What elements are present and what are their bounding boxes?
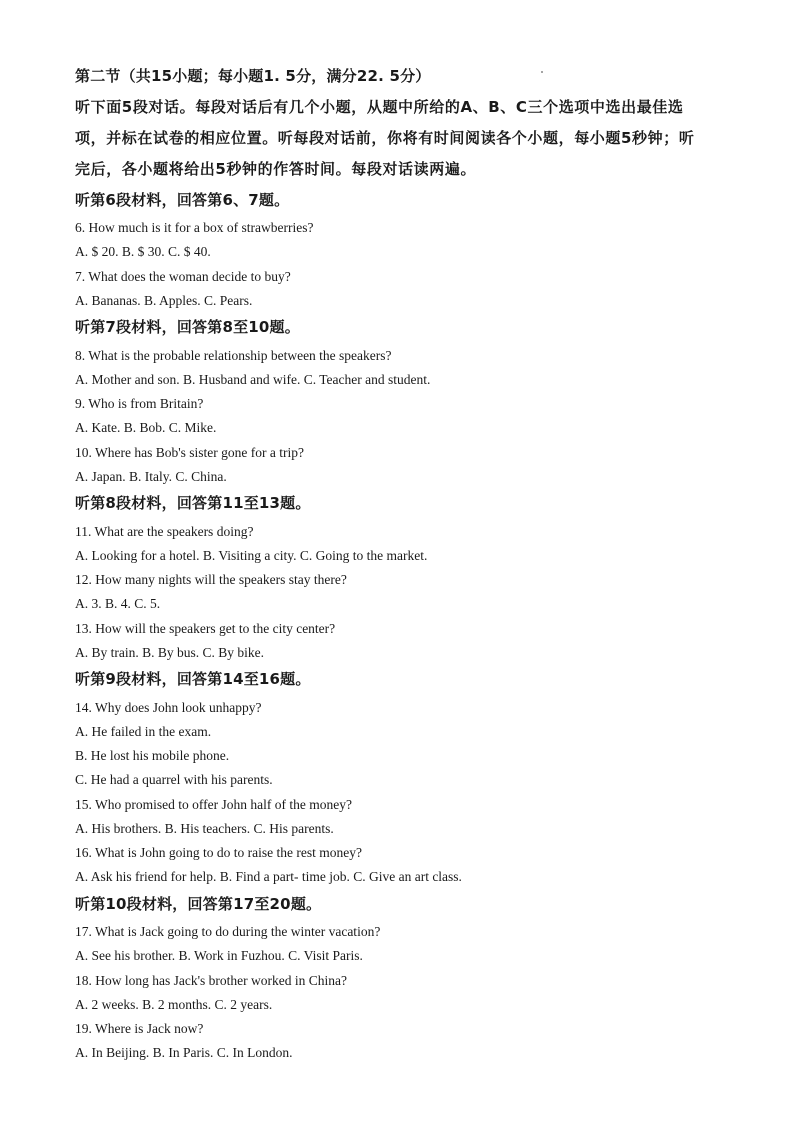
section-heading: 第二节（共15小题；每小题1. 5分，满分22. 5分） <box>75 67 431 85</box>
question-14: 14. Why does John look unhappy? <box>75 700 262 715</box>
scan-speck <box>541 71 543 73</box>
passage-prompt-6: 听第6段材料，回答第6、7题。 <box>75 191 290 209</box>
options-15: A. His brothers. B. His teachers. C. His parents. <box>75 821 334 836</box>
options-16: A. Ask his friend for help. B. Find a part- time job. C. Give an art class. <box>75 869 462 884</box>
instructions-line-2: 项，并标在试卷的相应位置。听每段对话前，你将有时间阅读各个小题，每小题5秒钟；听 <box>75 129 695 147</box>
question-8: 8. What is the probable relationship between the speakers? <box>75 348 392 363</box>
options-11: A. Looking for a hotel. B. Visiting a city. C. Going to the market. <box>75 548 428 563</box>
options-19: A. In Beijing. B. In Paris. C. In London. <box>75 1045 293 1060</box>
question-6: 6. How much is it for a box of strawberries? <box>75 220 314 235</box>
option-14c: C. He had a quarrel with his parents. <box>75 772 273 787</box>
question-19: 19. Where is Jack now? <box>75 1021 204 1036</box>
question-17: 17. What is Jack going to do during the winter vacation? <box>75 924 381 939</box>
question-12: 12. How many nights will the speakers stay there? <box>75 572 347 587</box>
options-10: A. Japan. B. Italy. C. China. <box>75 469 227 484</box>
instructions-line-1: 听下面5段对话。每段对话后有几个小题，从题中所给的A、B、C三个选项中选出最佳选 <box>75 98 684 116</box>
option-14b: B. He lost his mobile phone. <box>75 748 230 763</box>
options-8: A. Mother and son. B. Husband and wife. C. Teacher and student. <box>75 372 431 387</box>
question-15: 15. Who promised to offer John half of the money? <box>75 797 352 812</box>
options-9: A. Kate. B. Bob. C. Mike. <box>75 420 217 435</box>
question-7: 7. What does the woman decide to buy? <box>75 269 291 284</box>
question-13: 13. How will the speakers get to the city center? <box>75 621 336 636</box>
question-11: 11. What are the speakers doing? <box>75 524 254 539</box>
question-16: 16. What is John going to do to raise the rest money? <box>75 845 362 860</box>
options-7: A. Bananas. B. Apples. C. Pears. <box>75 293 253 308</box>
question-9: 9. Who is from Britain? <box>75 396 204 411</box>
passage-prompt-9: 听第9段材料，回答第14至16题。 <box>75 670 311 688</box>
passage-prompt-10: 听第10段材料，回答第17至20题。 <box>75 895 322 913</box>
options-13: A. By train. B. By bus. C. By bike. <box>75 645 265 660</box>
options-6: A. $ 20. B. $ 30. C. $ 40. <box>75 244 211 259</box>
question-18: 18. How long has Jack's brother worked in China? <box>75 973 348 988</box>
option-14a: A. He failed in the exam. <box>75 724 212 739</box>
question-10: 10. Where has Bob's sister gone for a trip? <box>75 445 304 460</box>
options-18: A. 2 weeks. B. 2 months. C. 2 years. <box>75 997 273 1012</box>
passage-prompt-8: 听第8段材料，回答第11至13题。 <box>75 494 311 512</box>
options-17: A. See his brother. B. Work in Fuzhou. C. Visit Paris. <box>75 948 363 963</box>
instructions-line-3: 完后，各小题将给出5秒钟的作答时间。每段对话读两遍。 <box>75 160 477 178</box>
passage-prompt-7: 听第7段材料，回答第8至10题。 <box>75 318 300 336</box>
options-12: A. 3. B. 4. C. 5. <box>75 596 161 611</box>
